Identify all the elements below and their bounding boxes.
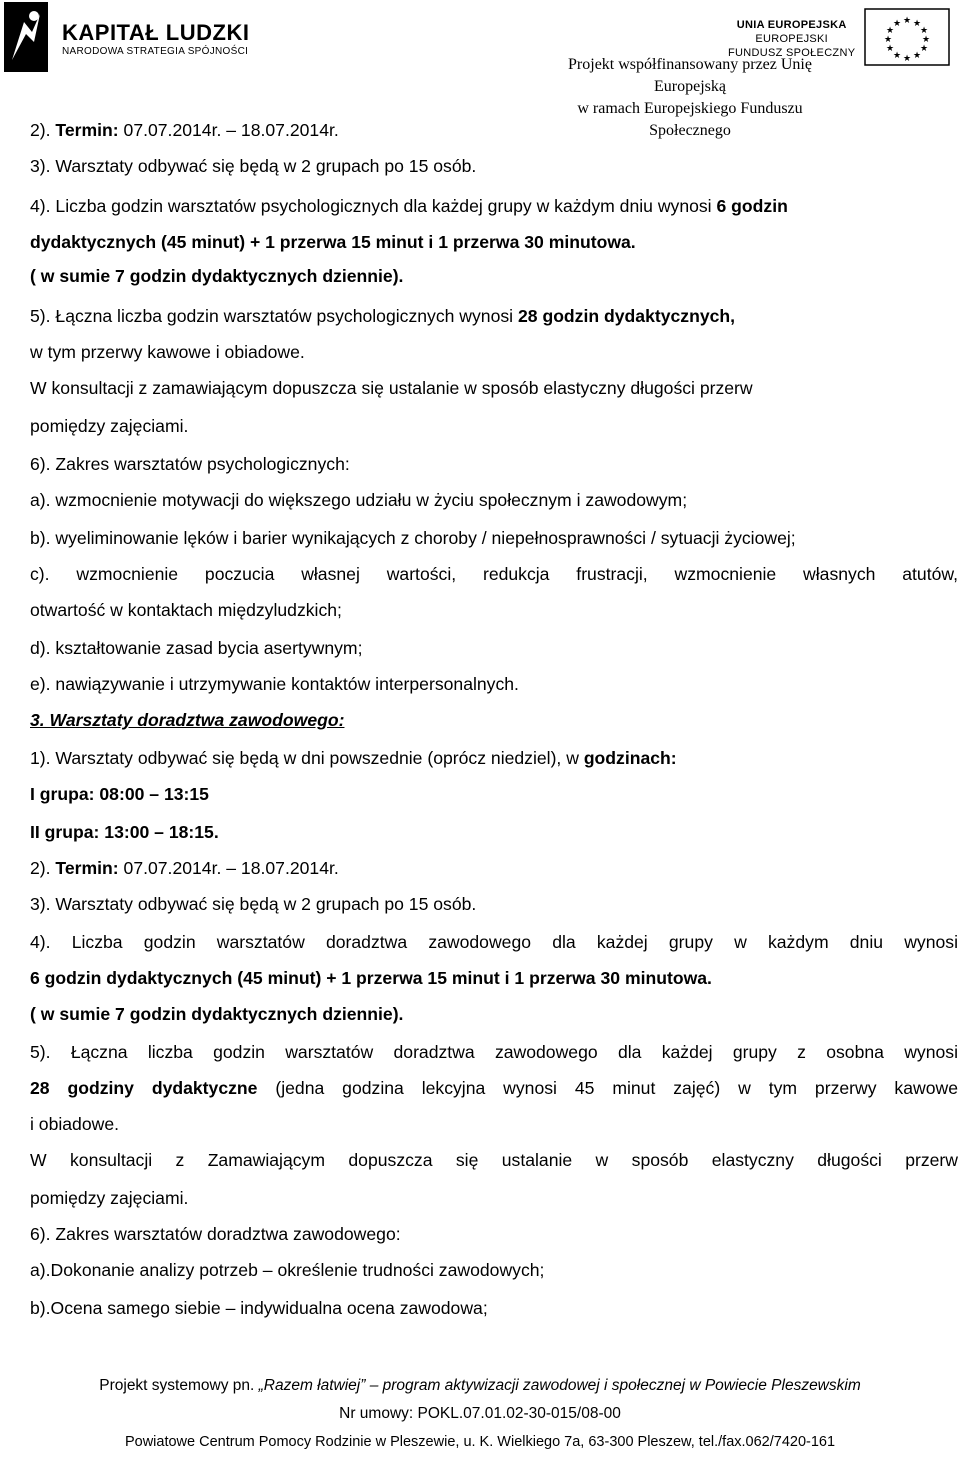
cofin-line1: Projekt współfinansowany przez Unię Europejską (568, 56, 812, 95)
text-line: w tym przerwy kawowe i obiadowe. (30, 342, 305, 362)
svg-text:★: ★ (912, 19, 922, 29)
svg-text:★: ★ (919, 26, 929, 36)
text-line: 1). Warsztaty odbywać się będą w dni powszednie (oprócz niedziel), w godzinach: (30, 748, 677, 768)
svg-text:★: ★ (885, 44, 895, 54)
text-line: b). wyeliminowanie lęków i barier wynikających z choroby / niepełnosprawności / sytuacji życiowej; (30, 528, 796, 548)
text-line: 6 godzin dydaktycznych (45 minut) + 1 przerwa 15 minut i 1 przerwa 30 minutowa. (30, 968, 712, 988)
svg-text:★: ★ (919, 44, 929, 54)
text-line: 28 godziny dydaktyczne (jedna godzina lekcyjna wynosi 45 minut zajęć) w tym przerwy kawowe (30, 1078, 958, 1098)
text-line: i obiadowe. (30, 1114, 120, 1134)
text-line: 2). Termin: 07.07.2014r. – 18.07.2014r. (30, 120, 339, 140)
text-line: 5). Łączna liczba godzin warsztatów psychologicznych wynosi 28 godzin dydaktycznych, (30, 306, 736, 326)
svg-text:★: ★ (892, 19, 902, 29)
svg-text:★: ★ (883, 35, 893, 45)
eu-line2: EUROPEJSKI (755, 33, 829, 45)
text-line: 2). Termin: 07.07.2014r. – 18.07.2014r. (30, 858, 339, 878)
kapital-ludzki-subtitle: NARODOWA STRATEGIA SPÓJNOŚCI (62, 46, 249, 57)
cofinancing-note (540, 54, 840, 142)
svg-text:★: ★ (892, 51, 902, 61)
svg-text:★: ★ (902, 54, 912, 64)
page-footer (0, 1372, 960, 1456)
text-line: W konsultacji z Zamawiającym dopuszcza się ustalanie w sposób elastyczny długości przerw (30, 1150, 958, 1170)
text-line: c). wzmocnienie poczucia własnej wartości, redukcja frustracji, wzmocnienie własnych atutów, (30, 564, 958, 584)
footer-address-line: Powiatowe Centrum Pomocy Rodzinie w Pleszewie, u. K. Wielkiego 7a, 63-300 Pleszew, tel./fax.062/7420-161 (124, 1434, 836, 1450)
cofin-line2: w ramach Europejskiego Funduszu Społecznego (577, 100, 803, 139)
text-line: otwartość w kontaktach międzyludzkich; (30, 600, 342, 620)
text-line: pomiędzy zajęciami. (30, 416, 189, 436)
text-line: 6). Zakres warsztatów doradztwa zawodowego: (30, 1224, 401, 1244)
text-line: a). wzmocnienie motywacji do większego udziału w życiu społecznym i zawodowym; (30, 490, 688, 510)
text-line: ( w sumie 7 godzin dydaktycznych dziennie). (30, 1004, 404, 1024)
eu-line3: FUNDUSZ SPOŁECZNY (728, 47, 856, 59)
text-line: 3). Warsztaty odbywać się będą w 2 grupach po 15 osób. (30, 894, 477, 914)
kapital-ludzki-logo-icon (4, 2, 48, 72)
svg-text:★: ★ (921, 35, 931, 45)
text-line: d). kształtowanie zasad bycia asertywnym; (30, 638, 363, 658)
footer-contract-line: Nr umowy: POKL.07.01.02-30-015/08-00 (339, 1405, 621, 1422)
text-line: 3). Warsztaty odbywać się będą w 2 grupach po 15 osób. (30, 156, 477, 176)
text-line: W konsultacji z zamawiającym dopuszcza się ustalanie w sposób elastyczny długości przerw (30, 378, 753, 398)
svg-text:★: ★ (902, 16, 912, 26)
text-line: 4). Liczba godzin warsztatów psychologicznych dla każdej grupy w każdym dniu wynosi 6 godzin (30, 196, 788, 216)
text-line: I grupa: 08:00 – 13:15 (30, 784, 209, 804)
text-line: dydaktycznych (45 minut) + 1 przerwa 15 minut i 1 przerwa 30 minutowa. (30, 232, 636, 252)
text-line: 6). Zakres warsztatów psychologicznych: (30, 454, 350, 474)
footer-project-line: Projekt systemowy pn. „Razem łatwiej” – program aktywizacji zawodowej i społecznej w Powiecie Pleszewskim (99, 1377, 861, 1394)
text-line: a).Dokonanie analizy potrzeb – określenie trudności zawodowych; (30, 1260, 545, 1280)
text-line: 5). Łączna liczba godzin warsztatów doradztwa zawodowego dla każdej grupy z osobna wynosi (30, 1042, 958, 1062)
section-heading: 3. Warsztaty doradztwa zawodowego: (30, 710, 345, 730)
text-line: pomiędzy zajęciami. (30, 1188, 189, 1208)
kapital-ludzki-title: KAPITAŁ LUDZKI (62, 20, 250, 45)
text-line: ( w sumie 7 godzin dydaktycznych dziennie). (30, 266, 404, 286)
eu-flag-icon (864, 8, 950, 66)
text-line: II grupa: 13:00 – 18:15. (30, 822, 219, 842)
eu-line1: UNIA EUROPEJSKA (736, 19, 847, 31)
text-line: e). nawiązywanie i utrzymywanie kontaktów interpersonalnych. (30, 674, 519, 694)
text-line: b).Ocena samego siebie – indywidualna ocena zawodowa; (30, 1298, 488, 1318)
text-line: 4). Liczba godzin warsztatów doradztwa zawodowego dla każdej grupy w każdym dniu wynosi (30, 932, 958, 952)
svg-text:★: ★ (912, 51, 922, 61)
svg-text:★: ★ (885, 26, 895, 36)
